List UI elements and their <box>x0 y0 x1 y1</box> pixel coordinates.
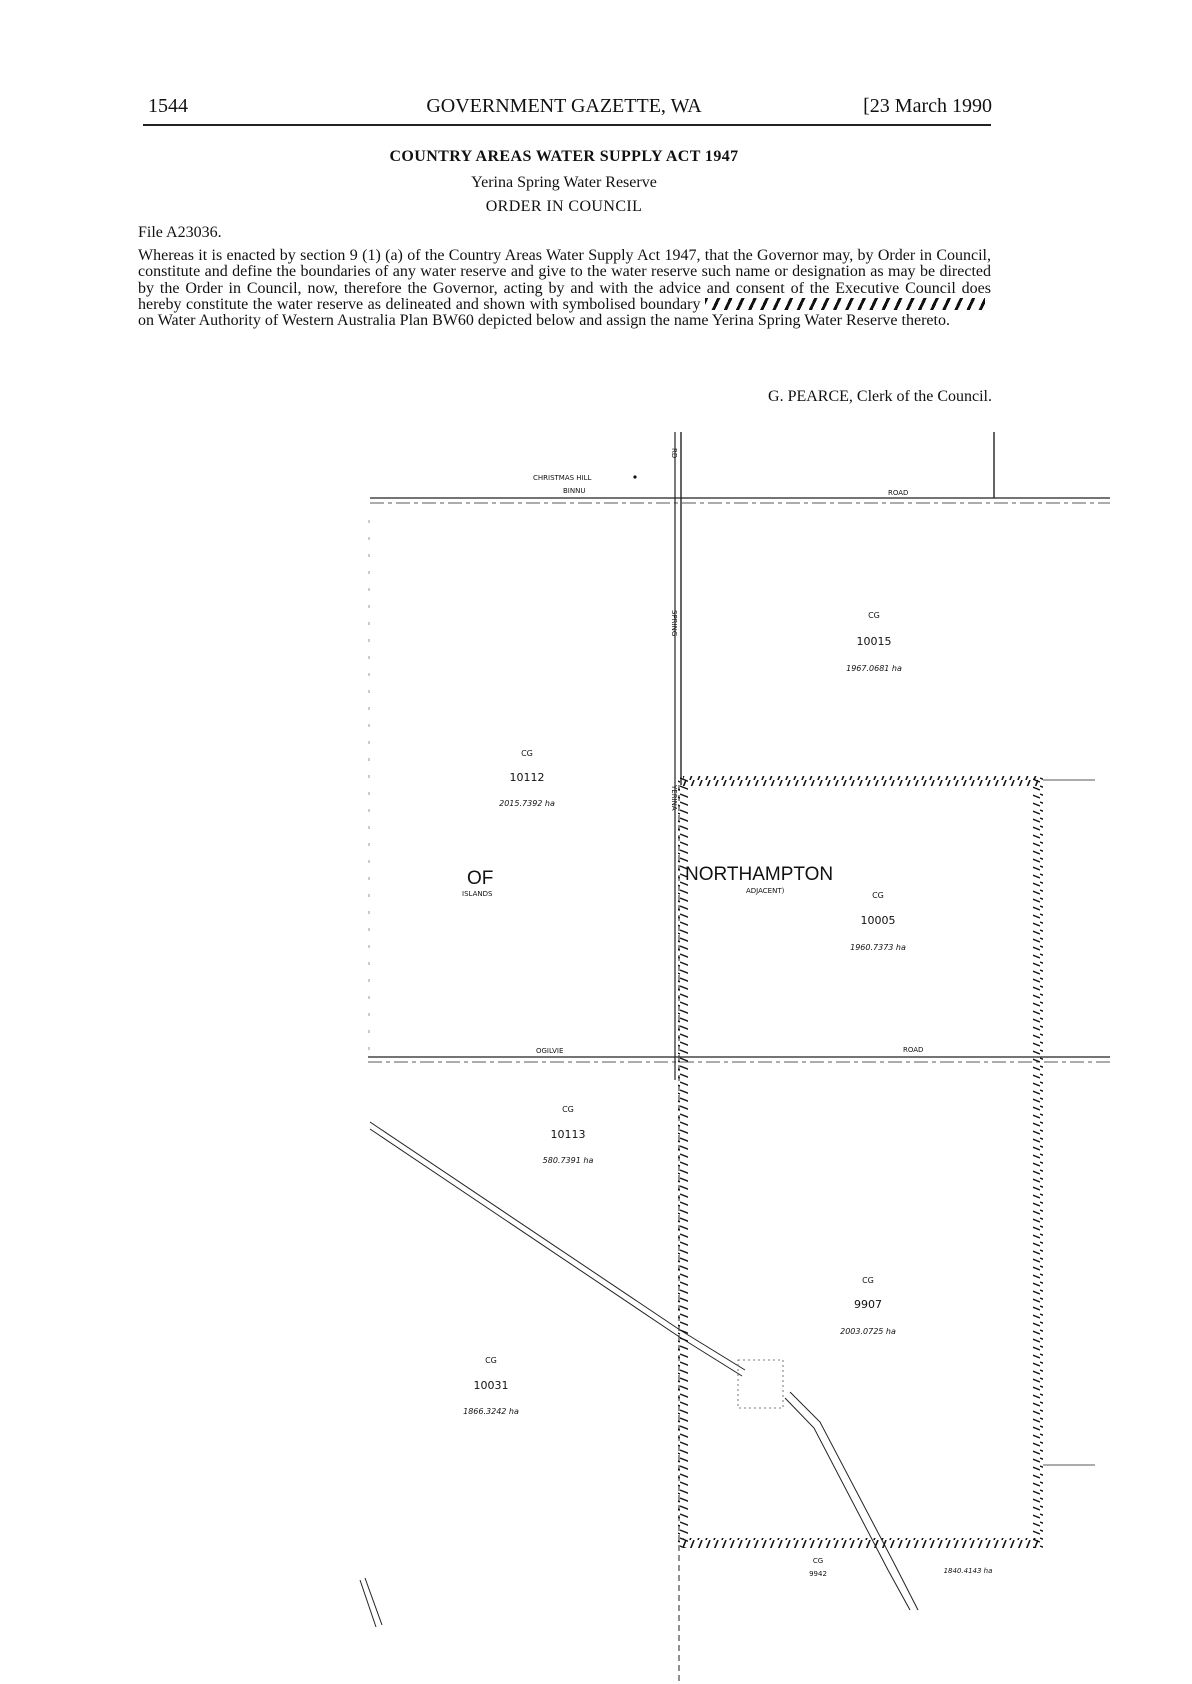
small-lot-parcel <box>738 1360 783 1408</box>
water-reserve-boundary <box>678 776 1095 1548</box>
lot-10005 <box>850 891 906 952</box>
signature: G. PEARCE, Clerk of the Council. <box>768 388 992 405</box>
lot-10015 <box>846 611 902 673</box>
act-title: COUNTRY AREAS WATER SUPPLY ACT 1947 <box>389 148 739 165</box>
district-label-adjacent: ADJACENT) <box>746 887 785 895</box>
svg-text:10031: 10031 <box>473 1379 509 1392</box>
north-road <box>370 498 1110 503</box>
middle-road <box>368 1057 1110 1062</box>
place-dot-icon <box>633 475 636 478</box>
order-title: ORDER IN COUNCIL <box>485 198 643 215</box>
notice-body-part2: on Water Authority of Western Australia Plan BW60 depicted below and assign the name Yerina Spring Water Reserve thereto. <box>138 312 950 330</box>
svg-text:10112: 10112 <box>509 771 545 784</box>
district-label-of: OF <box>467 868 494 889</box>
reserve-name: Yerina Spring Water Reserve <box>471 174 657 191</box>
svg-text:9907: 9907 <box>854 1298 882 1311</box>
road-label-middle-road: ROAD <box>903 1046 924 1054</box>
lot-10113 <box>543 1105 594 1165</box>
lot-9942 <box>809 1557 992 1578</box>
svg-text:CG: CG <box>562 1105 574 1114</box>
publication-title: GOVERNMENT GAZETTE, WA <box>426 95 702 117</box>
svg-text:10005: 10005 <box>860 914 896 927</box>
lot-10112 <box>499 749 555 808</box>
road-label-yerina: YERINA <box>670 785 678 811</box>
page-number: 1544 <box>148 95 188 117</box>
svg-text:9942: 9942 <box>809 1570 827 1578</box>
road-label-north-road: ROAD <box>888 489 909 497</box>
diagonal-road <box>360 1122 918 1627</box>
road-label-ogilvie: OGILVIE <box>536 1047 564 1055</box>
svg-text:CG: CG <box>872 891 884 900</box>
svg-text:CG: CG <box>862 1276 874 1285</box>
svg-text:CG: CG <box>485 1356 497 1365</box>
svg-text:CG: CG <box>521 749 533 758</box>
svg-text:1960.7373 ha: 1960.7373 ha <box>850 943 906 952</box>
svg-text:2015.7392 ha: 2015.7392 ha <box>499 799 555 808</box>
place-christmas-hill: CHRISTMAS HILL <box>533 474 592 482</box>
lot-10031 <box>463 1356 519 1416</box>
svg-text:1967.0681 ha: 1967.0681 ha <box>846 664 902 673</box>
road-label-spring: SPRING <box>670 610 678 637</box>
svg-text:1840.4143 ha: 1840.4143 ha <box>943 1567 993 1575</box>
svg-text:10113: 10113 <box>550 1128 586 1141</box>
publication-date: [23 March 1990 <box>863 95 992 117</box>
svg-text:CG: CG <box>868 611 880 620</box>
notice-body-part1: Whereas it is enacted by section 9 (1) (a) of the Country Areas Water Supply Act 1947, that the Governor may, by Order in Council, constitute and define the boundaries of any water reserve and give to the water reserve such name or designation as may be directed by the Order in Council, now, therefore the Governor, acting by and with the advice and consent of the Executive Council does hereby constitute the water reserve as delineated and shown with symbolised boundary <box>138 247 991 313</box>
svg-text:CG: CG <box>812 1557 824 1565</box>
svg-text:2003.0725 ha: 2003.0725 ha <box>840 1327 896 1336</box>
road-label-binnu: BINNU <box>563 487 586 495</box>
file-reference: File A23036. <box>138 224 222 241</box>
district-label-islands: ISLANDS <box>462 890 493 898</box>
svg-text:580.7391 ha: 580.7391 ha <box>542 1156 594 1165</box>
svg-text:10015: 10015 <box>856 635 892 648</box>
svg-text:1866.3242 ha: 1866.3242 ha <box>463 1407 519 1416</box>
district-label-northampton: NORTHAMPTON <box>685 864 834 885</box>
lot-9907 <box>840 1276 896 1336</box>
road-label-rd: RD <box>670 448 678 459</box>
